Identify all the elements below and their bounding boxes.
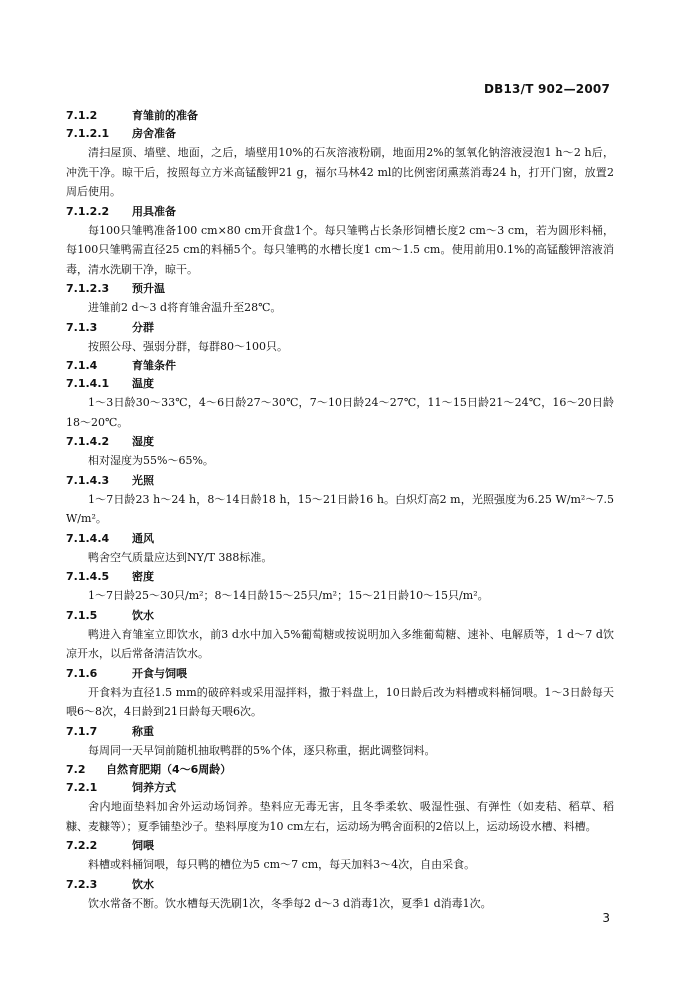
section-title: 通风 xyxy=(132,531,154,545)
section-heading xyxy=(66,762,614,778)
paragraph: 相对湿度为55%～65%。 xyxy=(88,454,214,467)
section-number: 7.2.1 xyxy=(66,781,98,794)
section-title: 饲养方式 xyxy=(132,781,176,794)
section-number: 7.1.2.1 xyxy=(66,127,110,140)
paragraph: 按照公母、强弱分群，每群80～100只。 xyxy=(88,339,288,353)
section-heading xyxy=(66,281,614,297)
section-title: 开食与饲喂 xyxy=(132,666,187,680)
section-title: 称重 xyxy=(132,724,154,738)
document-body xyxy=(66,106,614,915)
section-heading xyxy=(66,569,614,585)
section-title: 温度 xyxy=(132,377,154,390)
section-heading xyxy=(66,376,614,392)
section-heading xyxy=(66,473,614,489)
section-title: 分群 xyxy=(132,320,154,334)
paragraph: 每周同一天早饲前随机抽取鸭群的5%个体，逐只称重，据此调整饲料。 xyxy=(88,743,436,757)
paragraph: 鸭进入育雏室立即饮水，前3 d水中加入5%葡萄糖或按说明加入多维葡萄糖、速补、电解质等，1 d～7 d饮凉开水，以后常备清洁饮水。 xyxy=(66,627,614,660)
section-number: 7.1.2 xyxy=(66,109,98,122)
section-number: 7.2 xyxy=(66,763,86,776)
section-number: 7.2.2 xyxy=(66,839,98,852)
section-number: 7.1.6 xyxy=(66,666,98,680)
section-number: 7.1.4.2 xyxy=(66,435,110,448)
section-number: 7.2.3 xyxy=(66,877,98,891)
paragraph: 1～7日龄25～30只/m²；8～14日龄15～25只/m²；15～21日龄10～15只/m²。 xyxy=(88,589,489,602)
section-title: 湿度 xyxy=(132,435,154,448)
section-title: 饮水 xyxy=(132,877,154,891)
section-number: 7.1.2.2 xyxy=(66,204,110,218)
section-heading xyxy=(66,434,614,450)
section-heading xyxy=(66,838,614,854)
section-title: 预升温 xyxy=(132,282,165,295)
paragraph: 舍内地面垫料加舍外运动场饲养。垫料应无毒无害，且冬季柔软、吸湿性强、有弹性（如麦秸、稻草、稻糠、麦糠等）；夏季铺垫沙子。垫料厚度为10 cm左右，运动场为鸭舍面积的2倍以上，运动场设水槽、料槽。 xyxy=(66,800,614,833)
section-title: 育雏条件 xyxy=(132,359,176,372)
section-title: 用具准备 xyxy=(132,204,176,218)
paragraph: 1～7日龄23 h～24 h，8～14日龄18 h，15～21日龄16 h。白炽灯高2 m，光照强度为6.25 W/m²～7.5 W/m²。 xyxy=(66,492,614,525)
paragraph: 饮水常备不断。饮水槽每天洗刷1次，冬季每2 d～3 d消毒1次，夏季1 d消毒1次。 xyxy=(88,896,492,910)
section-title: 饮水 xyxy=(132,608,154,622)
section-heading xyxy=(66,724,614,740)
section-number: 7.1.4.5 xyxy=(66,570,110,583)
section-heading xyxy=(66,877,614,893)
section-heading xyxy=(66,780,614,796)
section-heading xyxy=(66,358,614,374)
section-title: 育雏前的准备 xyxy=(132,109,198,122)
document-code: DB13/T 902—2007 xyxy=(484,82,610,96)
section-number: 7.1.5 xyxy=(66,608,98,622)
section-heading xyxy=(66,666,614,682)
paragraph: 鸭舍空气质量应达到NY/T 388标准。 xyxy=(88,550,273,564)
section-title: 房舍准备 xyxy=(132,127,176,140)
section-title: 光照 xyxy=(132,473,154,487)
section-title: 密度 xyxy=(132,570,154,583)
section-number: 7.1.3 xyxy=(66,320,98,334)
section-number: 7.1.2.3 xyxy=(66,282,110,295)
page-number: 3 xyxy=(602,911,610,925)
section-heading xyxy=(66,204,614,220)
paragraph: 清扫屋顶、墙壁、地面，之后，墙壁用10%的石灰溶液粉刷，地面用2%的氢氧化钠溶液浸泡1 h～2 h后，冲洗干净。晾干后，按照每立方米高锰酸钾21 g，福尔马林42 ml的比例密闭熏蒸消毒24 h，打开门窗，放置2周后使用。 xyxy=(66,146,614,198)
section-heading xyxy=(66,531,614,547)
section-heading xyxy=(66,608,614,624)
paragraph: 每100只雏鸭准备100 cm×80 cm开食盘1个。每只雏鸭占长条形饲槽长度2 cm～3 cm，若为圆形料桶，每100只雏鸭需直径25 cm的料桶5个。每只雏鸭的水槽长度1 cm～1.5 cm。使用前用0.1%的高锰酸钾溶液消毒，清水洗刷干净，晾干。 xyxy=(66,223,614,276)
section-number: 7.1.7 xyxy=(66,724,98,738)
paragraph: 开食料为直径1.5 mm的破碎料或采用湿拌料，撒于料盘上，10日龄后改为料槽或料桶饲喂。1～3日龄每天喂6～8次，4日龄到21日龄每天喂6次。 xyxy=(66,685,614,718)
section-number: 7.1.4 xyxy=(66,359,98,372)
section-heading xyxy=(66,126,614,142)
section-title: 饲喂 xyxy=(132,839,154,852)
section-heading xyxy=(66,320,614,336)
paragraph: 进雏前2 d～3 d将育雏舍温升至28℃。 xyxy=(88,301,282,314)
section-heading xyxy=(66,108,614,124)
section-number: 7.1.4.4 xyxy=(66,531,110,545)
section-number: 7.1.4.1 xyxy=(66,377,110,390)
section-number: 7.1.4.3 xyxy=(66,473,110,487)
section-title: 自然育肥期（4～6周龄） xyxy=(106,763,232,776)
paragraph: 料槽或料桶饲喂，每只鸭的槽位为5 cm～7 cm，每天加料3～4次，自由采食。 xyxy=(88,858,476,871)
paragraph: 1～3日龄30～33℃，4～6日龄27～30℃，7～10日龄24～27℃，11～15日龄21～24℃，16～20日龄18～20℃。 xyxy=(66,396,614,429)
